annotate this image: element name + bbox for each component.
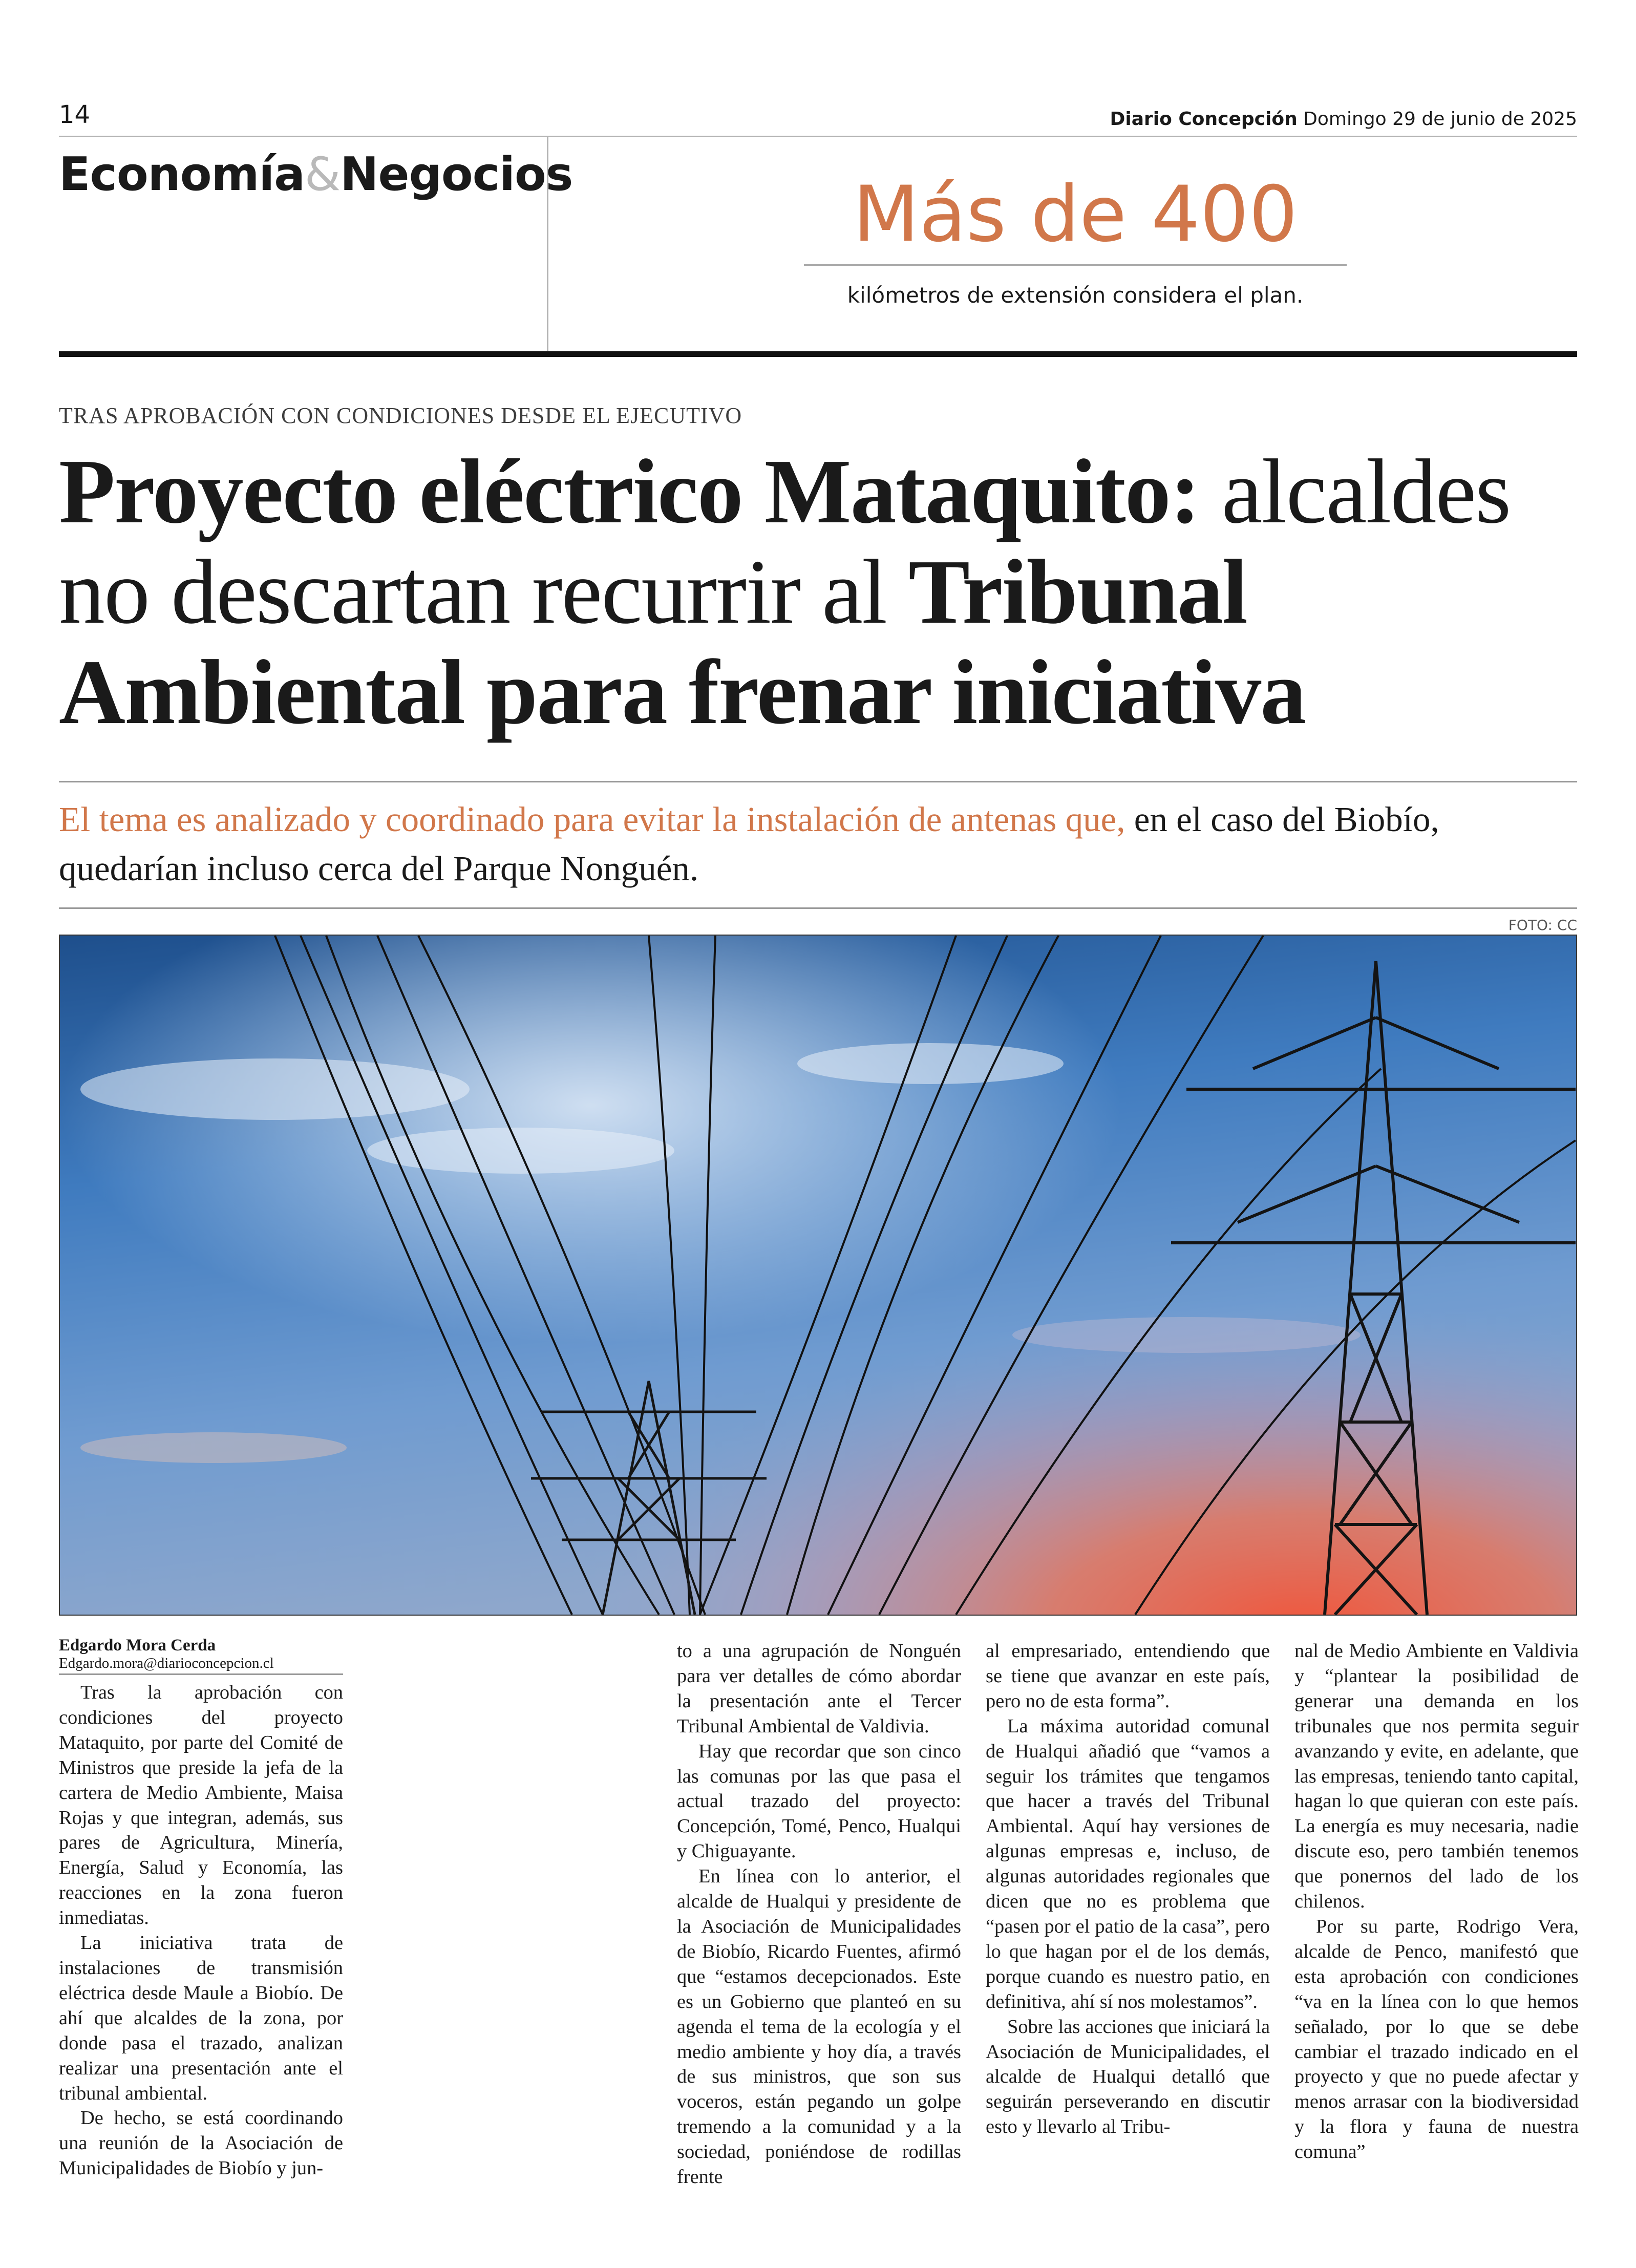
headline-bold-part1: Proyecto eléctrico Mataquito: [59,440,1200,542]
section-name-right: Negocios [340,147,573,201]
newspaper-name: Diario Concepción [1110,109,1298,130]
deck-top-rule [59,781,1577,782]
page-number: 14 [59,100,91,129]
deck-highlight: El tema es analizado y coordinado para evitar la instalación de antenas que, [59,800,1125,839]
deck [59,795,1577,893]
section-thick-rule [59,351,1577,357]
photo-credit: FOTO: CC [1508,917,1577,934]
headline [59,441,1577,743]
body-column-3 [986,1639,1270,2139]
body-column-4 [1294,1639,1579,2165]
body-paragraph: De hecho, se está coordinando una reunión de la Asociación de Municipalidades de Biobío y jun- [59,2107,343,2179]
body-paragraph: Tras la aprobación con condiciones del proyecto Mataquito, por parte del Comité de Ministros que preside la jefa de la cartera de Medio Ambiente, Maisa Rojas y que integran, además, sus pares de Agricultura, Minería, Energía, Salud y Economía, las reacciones en la zona fueron inmediatas. [59,1682,343,1929]
headline-regular-part: alcaldes no descartan recurrir al [59,440,1511,643]
deck-bottom-rule [59,907,1577,909]
byline-rule [59,1673,343,1675]
headline-bold-part2: Tribunal Ambiental para frenar iniciativa [59,541,1306,743]
section-name-left: Economía [59,147,305,201]
body-paragraph-continued: to a una agrupación de Nonguén para ver detalles de cómo abordar la presentación ante el Tercer Tribunal Ambiental de Valdivia. [677,1640,961,1737]
deck-rest: en el caso del Biobío, quedarían incluso cerca del Parque Nonguén. [59,800,1439,888]
kicker: TRAS APROBACIÓN CON CONDICIONES DESDE EL EJECUTIVO [59,403,742,428]
body-paragraph: La iniciativa trata de instalaciones de transmisión eléctrica desde Maule a Biobío. De ahí que alcaldes de la zona, por donde pasa el trazado, analizan realizar una presentación ante el tribunal ambiental. [59,1932,343,2104]
stat-caption: kilómetros de extensión considera el plan. [847,283,1304,308]
body-column-2 [677,1639,961,2190]
body-paragraph: En línea con lo anterior, el alcalde de Hualqui y presidente de la Asociación de Municipalidades de Biobío, Ricardo Fuentes, afirmó que “estamos decepcionados. Este es un Gobierno que planteó en su agenda el tema de la ecología y el medio ambiente y hoy día, a través de sus ministros, que son sus voceros, están pegando un golpe tremendo a la comunidad y a la sociedad, poniéndose de rodillas frente [677,1866,961,2188]
body-paragraph: Sobre las acciones que iniciará la Asociación de Municipalidades, el alcalde de Hualqui detalló que seguirán perseverando en discutir esto y llevarlo al Tribu- [986,2016,1270,2138]
article-photo [59,935,1577,1616]
body-paragraph-continued: al empresariado, entendiendo que se tiene que avanzar en este país, pero no de esta forma”. [986,1640,1270,1712]
body-paragraph: Hay que recordar que son cinco las comunas por las que pasa el actual trazado del proyecto: Concepción, Tomé, Penco, Hualqui y Chiguayante. [677,1740,961,1862]
section-ampersand: & [304,147,341,201]
stat-rule [804,264,1347,266]
byline-author: Edgardo Mora Cerda [59,1636,216,1655]
masthead [1110,109,1577,130]
section-title [59,147,572,201]
body-paragraph: Por su parte, Rodrigo Vera, alcalde de Penco, manifestó que esta aprobación con condiciones “va en la línea con lo que hemos señalado, por lo que se debe cambiar el trazado indicado en el proyecto y que no puede afectar y menos arrasar con la biodiversidad y la flora y fauna de nuestra comuna” [1294,1915,1579,2163]
body-paragraph-continued: nal de Medio Ambiente en Valdivia y “plantear la posibilidad de generar una demanda en los tribunales que nos permita seguir avanzando y evite, en adelante, que las empresas, teniendo tanto capital, hagan lo que quieran con este país. La energía es muy necesaria, nadie discute eso, pero también tenemos que ponernos del lado de los chilenos. [1294,1640,1579,1913]
body-column-1 [59,1680,343,2181]
byline-email: Edgardo.mora@diarioconcepcion.cl [59,1655,274,1671]
stat-value: Más de 400 [853,170,1298,259]
header-rule [59,136,1577,137]
issue-date: Domingo 29 de junio de 2025 [1303,109,1577,130]
body-paragraph: La máxima autoridad comunal de Hualqui añadió que “vamos a seguir los trámites que tengamos que hacer a través del Tribunal Ambiental. Aquí hay versiones de algunas empresas e, incluso, de algunas autoridades regionales que dicen que no es problema que “pasen por el patio de la casa”, pero lo que hagan por el de los demás, porque cuando es nuestro patio, en definitiva, ahí sí nos molestamos”. [986,1715,1270,2012]
